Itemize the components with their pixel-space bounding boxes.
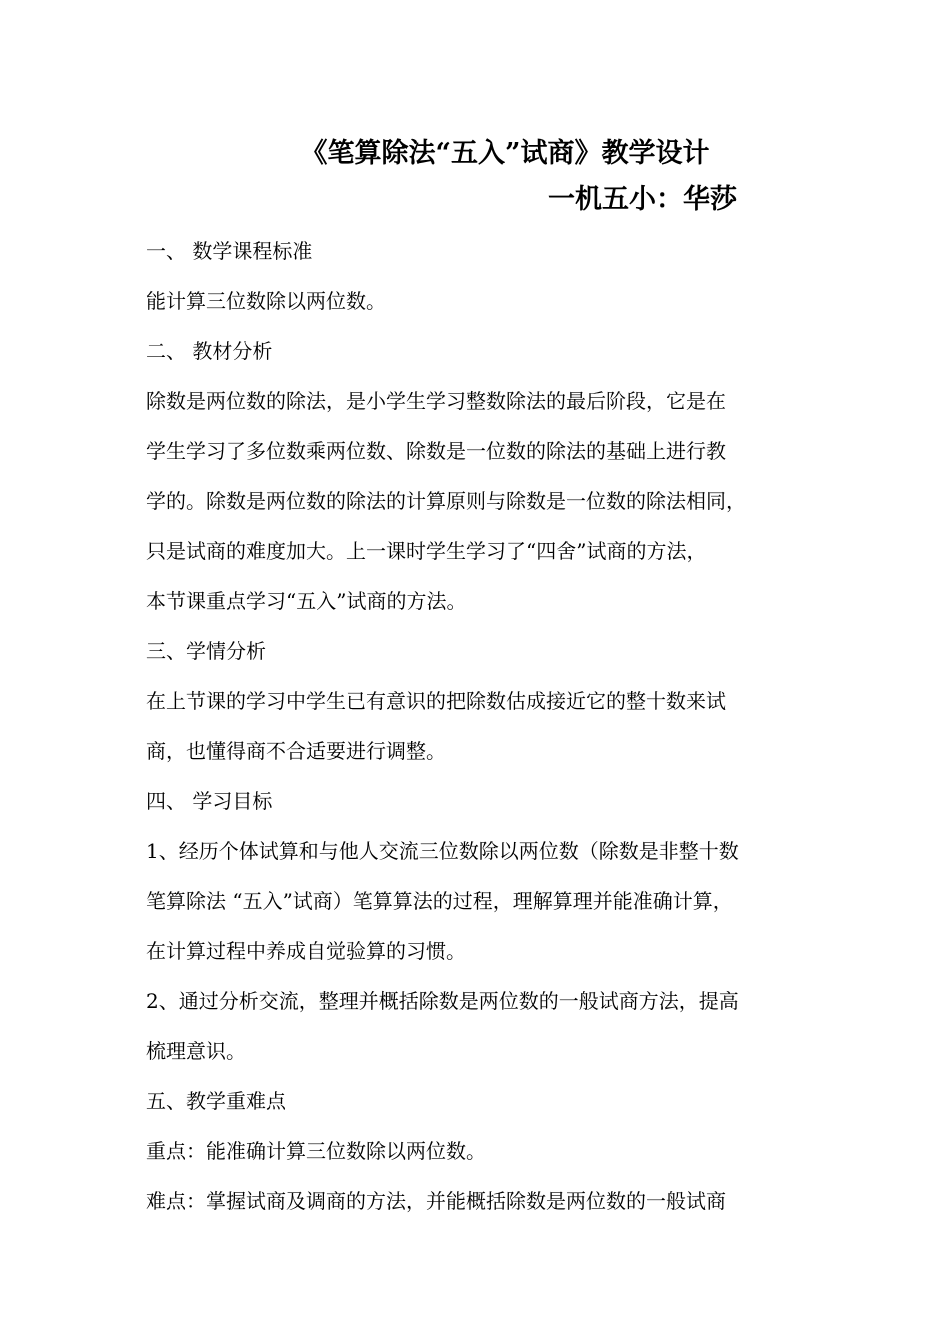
section-heading-textbook-analysis: 二、 教材分析	[146, 339, 273, 363]
paragraph-line: 学的。除数是两位数的除法的计算原则与除数是一位数的除法相同，	[146, 489, 746, 513]
document-title: 《笔算除法“五入”试商》教学设计	[300, 138, 710, 169]
paragraph-line: 在上节课的学习中学生已有意识的把除数估成接近它的整十数来试	[146, 689, 726, 713]
document-body	[146, 236, 836, 1216]
paragraph-line: 笔算除法 “五入”试商）笔算算法的过程，理解算理并能准确计算，	[146, 889, 733, 913]
paragraph-line: 本节课重点学习“五入”试商的方法。	[146, 589, 467, 613]
section-heading-learning-objectives: 四、 学习目标	[146, 789, 273, 813]
paragraph-line: 只是试商的难度加大。上一课时学生学习了“四舍”试商的方法，	[146, 539, 707, 563]
paragraph-line: 除数是两位数的除法，是小学生学习整数除法的最后阶段，它是在	[146, 389, 726, 413]
section-heading-key-difficult-points: 五、教学重难点	[146, 1089, 286, 1113]
section-heading-learner-analysis: 三、学情分析	[146, 639, 266, 663]
paragraph-line: 1、经历个体试算和与他人交流三位数除以两位数（除数是非整十数	[146, 839, 739, 863]
paragraph-line: 学生学习了多位数乘两位数、除数是一位数的除法的基础上进行教	[146, 439, 726, 463]
paragraph-line: 梳理意识。	[146, 1039, 246, 1063]
paragraph-line: 难点：掌握试商及调商的方法，并能概括除数是两位数的一般试商	[146, 1189, 726, 1213]
paragraph-line: 在计算过程中养成自觉验算的习惯。	[146, 939, 466, 963]
section-heading-curriculum-standard: 一、 数学课程标准	[146, 239, 313, 263]
document-author: 一机五小：华莎	[548, 184, 737, 215]
paragraph-line: 2、通过分析交流，整理并概括除数是两位数的一般试商方法，提高	[146, 989, 739, 1013]
paragraph-line: 重点：能准确计算三位数除以两位数。	[146, 1139, 486, 1163]
paragraph-line: 能计算三位数除以两位数。	[146, 289, 386, 313]
paragraph-line: 商，也懂得商不合适要进行调整。	[146, 739, 446, 763]
